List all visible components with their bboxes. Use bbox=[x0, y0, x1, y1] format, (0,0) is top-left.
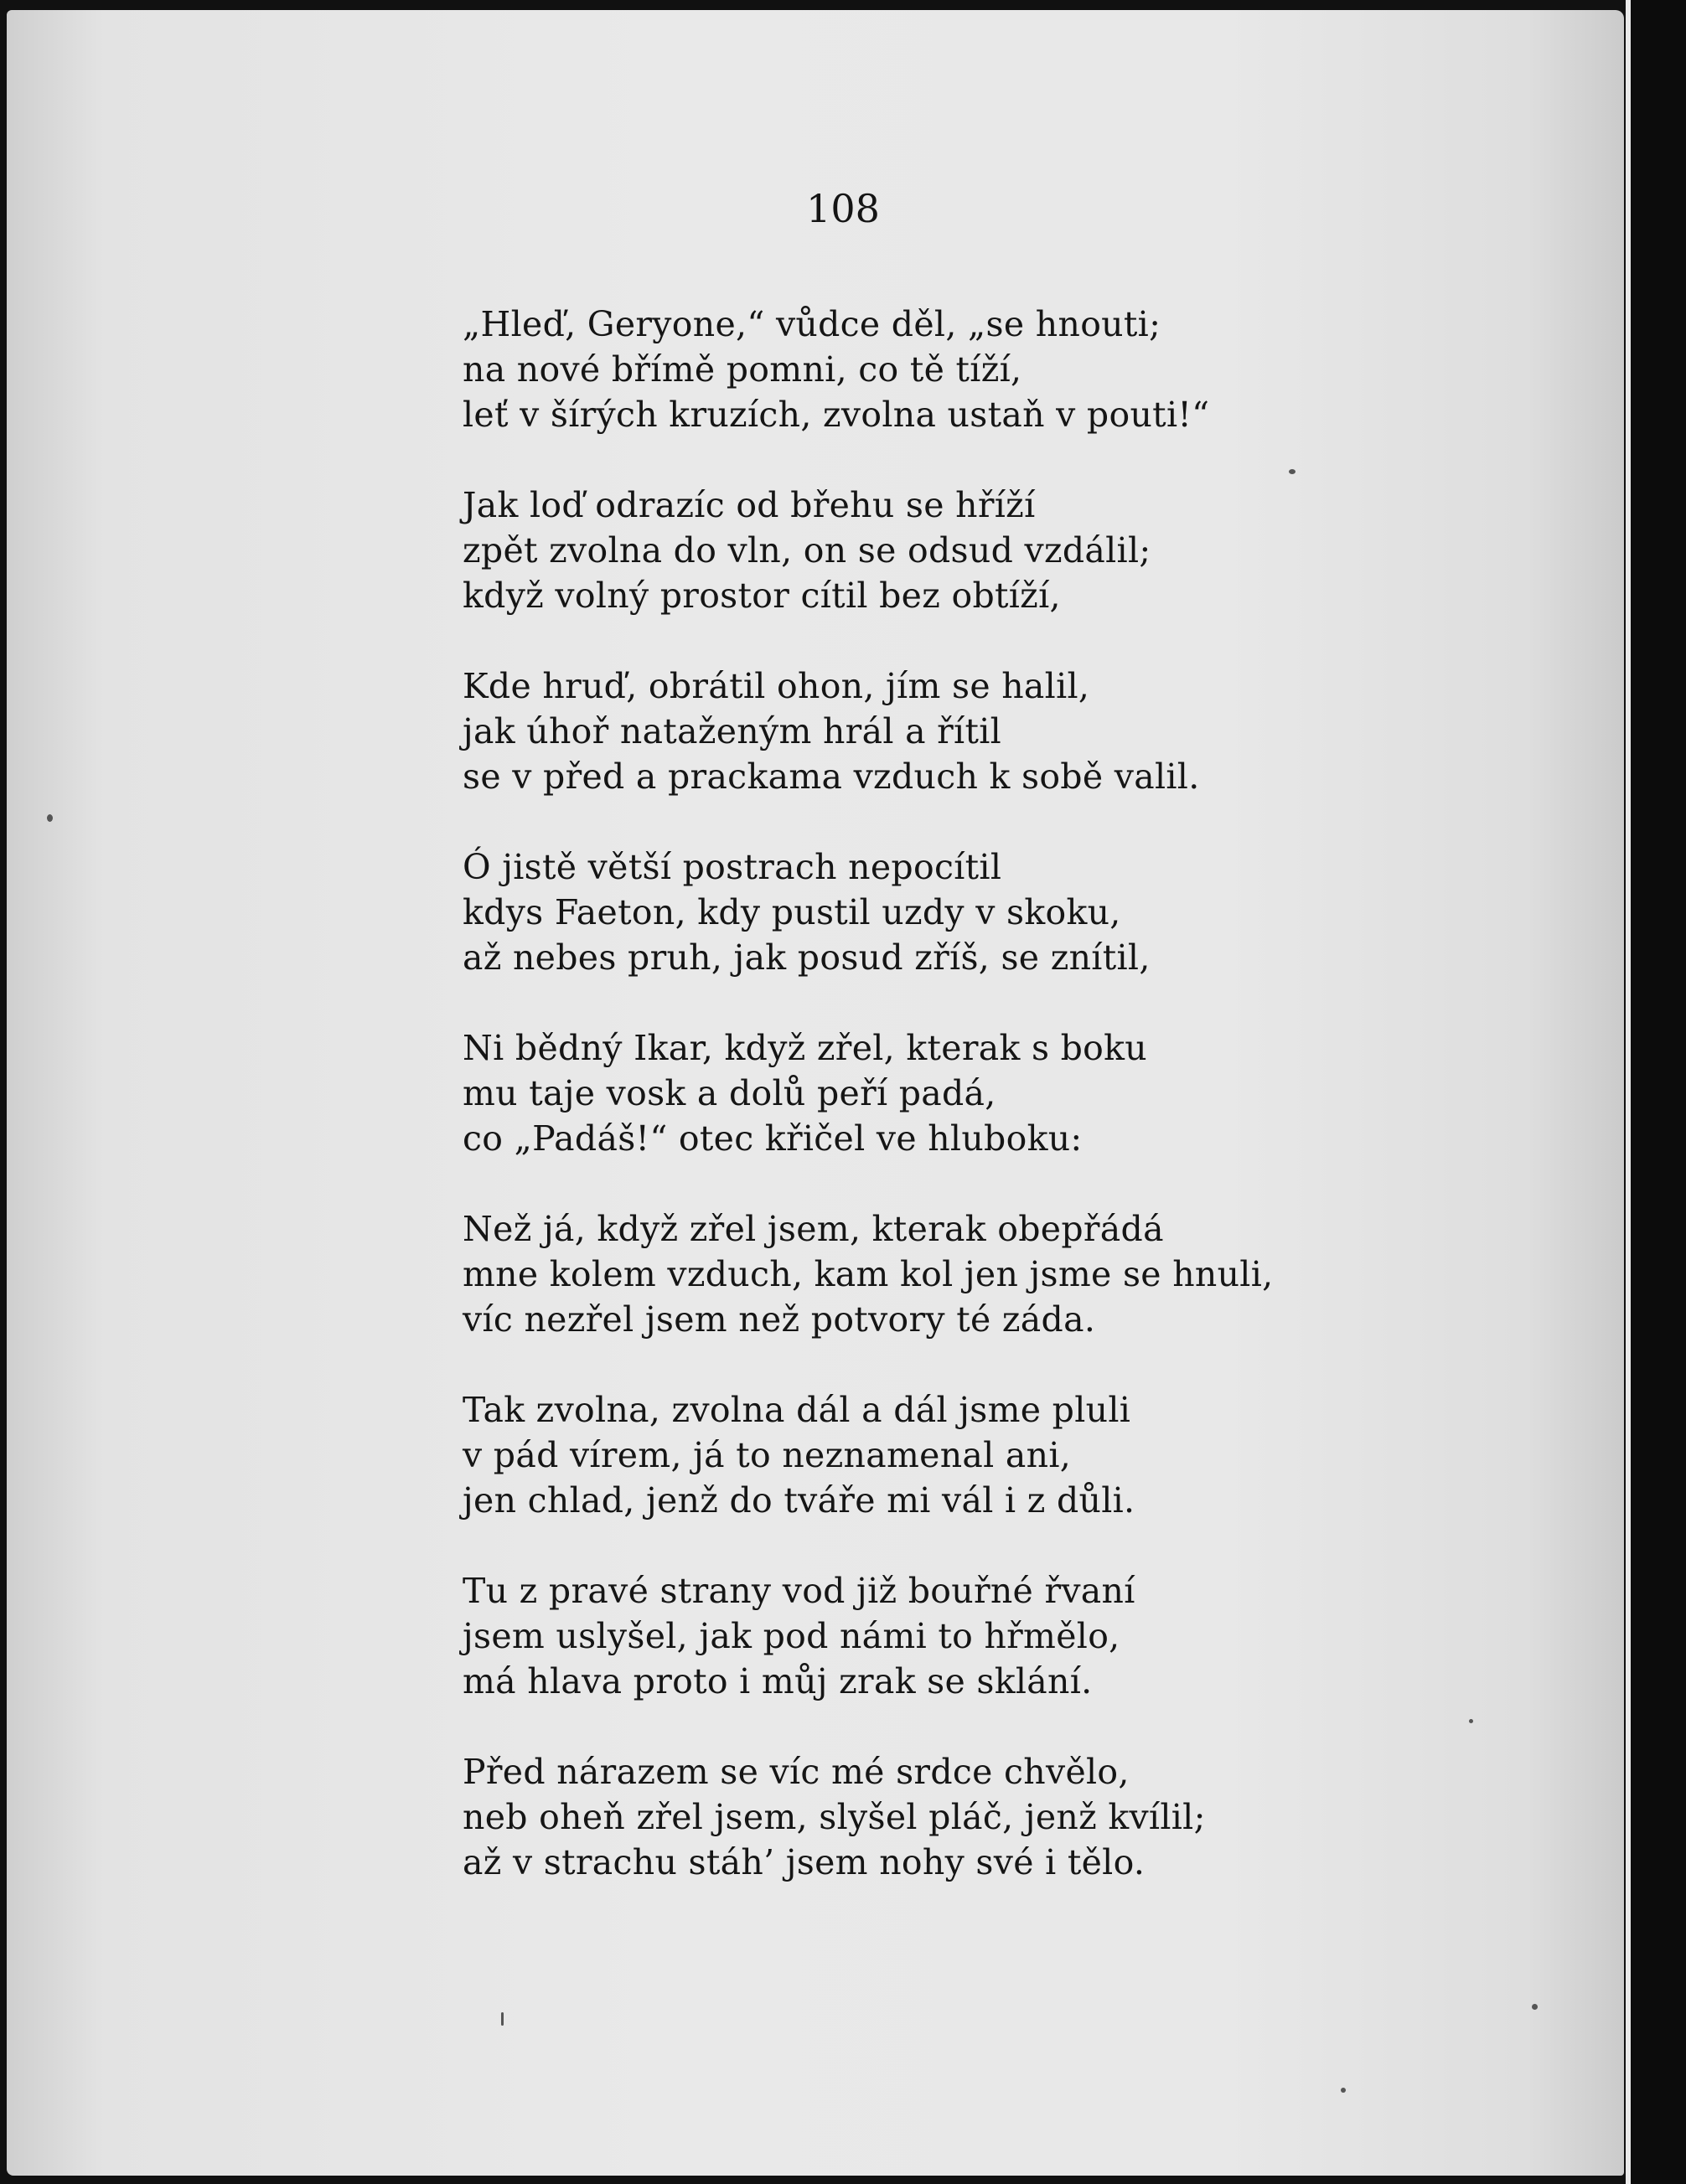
verse-line: v pád vírem, já to neznamenal ani, bbox=[463, 1435, 1072, 1475]
verse-line: se v před a prackama vzduch k sobě valil. bbox=[463, 756, 1200, 797]
stanza bbox=[463, 1206, 1401, 1342]
verse-line: až nebes pruh, jak posud zříš, se znítil, bbox=[463, 937, 1151, 978]
verse-line: mu taje vosk a dolů peří padá, bbox=[463, 1073, 996, 1113]
verse-line: má hlava proto i můj zrak se sklání. bbox=[463, 1661, 1093, 1701]
paper-speck bbox=[1341, 2088, 1346, 2093]
verse-line: Jak loď odrazíc od břehu se hříží bbox=[463, 485, 1036, 525]
verse-line: zpět zvolna do vln, on se odsud vzdálil; bbox=[463, 530, 1151, 571]
stanza bbox=[463, 302, 1401, 437]
verse-line: když volný prostor cítil bez obtíží, bbox=[463, 576, 1061, 616]
verse-line: neb oheň zřel jsem, slyšel pláč, jenž kvílil; bbox=[463, 1797, 1206, 1837]
paper-speck bbox=[501, 2012, 504, 2026]
verse-line: Ni bědný Ikar, když zřel, kterak s boku bbox=[463, 1028, 1148, 1068]
verse-line: jen chlad, jenž do tváře mi vál i z důli. bbox=[463, 1480, 1135, 1521]
verse-line: co „Padáš!“ otec křičel ve hluboku: bbox=[463, 1118, 1083, 1159]
verse-line: jsem uslyšel, jak pod námi to hřmělo, bbox=[463, 1616, 1120, 1656]
stanza bbox=[463, 1387, 1401, 1523]
verse-line: Tak zvolna, zvolna dál a dál jsme pluli bbox=[463, 1390, 1131, 1430]
verse-line: Před nárazem se víc mé srdce chvělo, bbox=[463, 1752, 1130, 1792]
verse-line: Ó jistě větší postrach nepocítil bbox=[463, 847, 1002, 887]
paper-speck bbox=[47, 814, 53, 822]
paper-speck bbox=[1532, 2004, 1538, 2010]
stanza bbox=[463, 1749, 1401, 1885]
verse-line: až v strachu stáh’ jsem nohy své i tělo. bbox=[463, 1842, 1146, 1882]
verse-line: na nové břímě pomni, co tě tíží, bbox=[463, 349, 1022, 390]
stanza bbox=[463, 663, 1401, 799]
stanza bbox=[463, 483, 1401, 618]
verse-line: mne kolem vzduch, kam kol jen jsme se hnuli, bbox=[463, 1254, 1274, 1294]
verse-line: kdys Faeton, kdy pustil uzdy v skoku, bbox=[463, 892, 1121, 932]
page-number: 108 bbox=[806, 186, 880, 231]
stanza bbox=[463, 1025, 1401, 1161]
verse-line: jak úhoř nataženým hrál a řítil bbox=[463, 711, 1002, 751]
verse-line: Tu z pravé strany vod již bouřné řvaní bbox=[463, 1571, 1135, 1611]
verse-line: Než já, když zřel jsem, kterak obepřádá bbox=[463, 1209, 1164, 1249]
scan-border bbox=[1631, 0, 1686, 2184]
paper-speck bbox=[1469, 1719, 1473, 1723]
stanza bbox=[463, 844, 1401, 980]
verse-line: Kde hruď, obrátil ohon, jím se halil, bbox=[463, 666, 1090, 706]
verse-line: „Hleď, Geryone,“ vůdce děl, „se hnouti; bbox=[463, 304, 1161, 344]
stanza bbox=[463, 1568, 1401, 1704]
poem-text bbox=[463, 302, 1401, 1885]
verse-line: víc nezřel jsem než potvory té záda. bbox=[463, 1299, 1096, 1340]
verse-line: leť v šírých kruzích, zvolna ustaň v pouti!“ bbox=[463, 395, 1210, 435]
